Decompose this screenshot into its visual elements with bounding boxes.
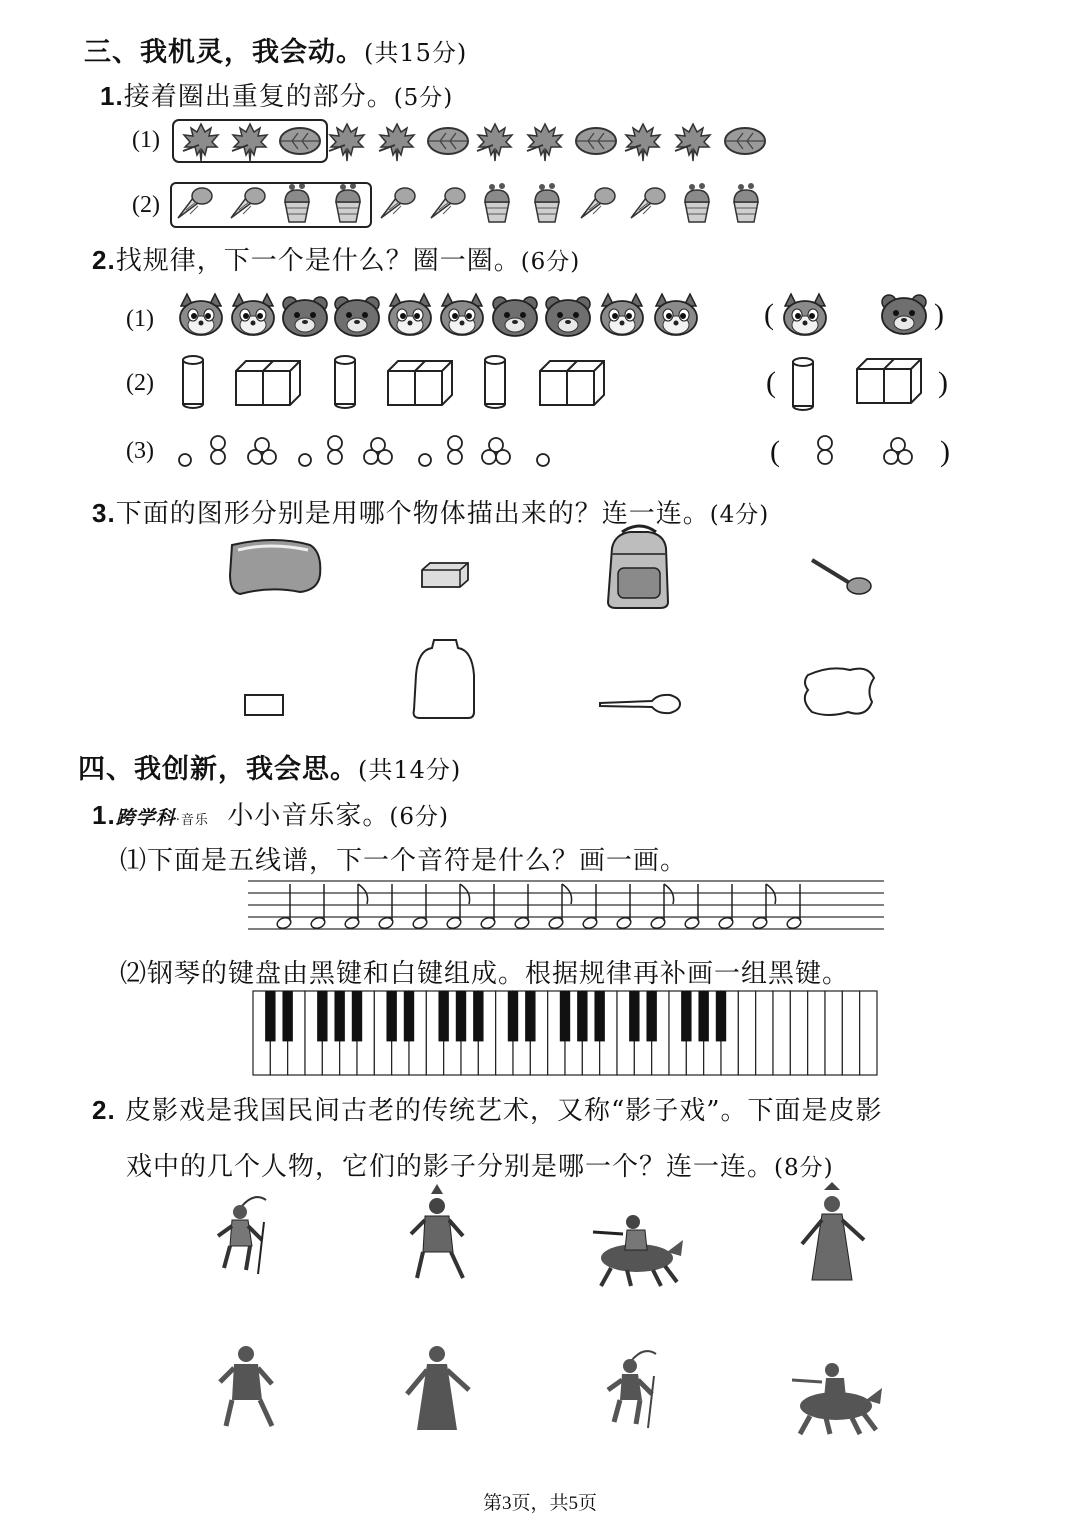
s3-q2-points: (6分) bbox=[520, 249, 581, 275]
black-key bbox=[560, 991, 570, 1041]
black-key bbox=[265, 991, 275, 1041]
s3-q3-points: (4分) bbox=[709, 502, 770, 528]
oval-leaf-icon bbox=[725, 128, 765, 154]
cone-icon bbox=[431, 188, 465, 218]
white-key bbox=[773, 991, 790, 1075]
s4-q1-text: 小小音乐家。 bbox=[227, 801, 390, 831]
two-circles-icon bbox=[328, 436, 342, 464]
tag-label: 跨学科 bbox=[115, 807, 176, 829]
one-circle-icon bbox=[299, 454, 311, 466]
cone-icon bbox=[231, 188, 265, 218]
s3-q2-pattern-area bbox=[0, 280, 1080, 480]
eighth-note bbox=[548, 884, 572, 930]
s4-q2-line2-text: 戏中的几个人物，它们的影子分别是哪一个？连一连。 bbox=[126, 1152, 775, 1182]
piano-keyboard[interactable] bbox=[252, 990, 878, 1076]
three-circles-icon bbox=[364, 438, 392, 464]
black-key bbox=[646, 991, 656, 1041]
cup-icon bbox=[685, 183, 709, 222]
cuboid-icon bbox=[388, 361, 452, 405]
bear-icon bbox=[493, 297, 537, 336]
quarter-note bbox=[514, 884, 531, 930]
section4-heading bbox=[78, 747, 461, 786]
s3-q2-row2-label: (2) bbox=[126, 370, 154, 396]
s3-q2-heading bbox=[92, 240, 580, 277]
s3-q2-row3-label: (3) bbox=[126, 438, 154, 464]
bear-icon bbox=[283, 297, 327, 336]
s4-q2-matching-area bbox=[0, 1190, 1080, 1450]
white-key bbox=[842, 991, 859, 1075]
squirrel-icon bbox=[389, 294, 431, 335]
eighth-note bbox=[752, 884, 776, 930]
squirrel-icon bbox=[655, 294, 697, 335]
two-circles-icon bbox=[211, 436, 225, 464]
s3-q1-row1-label: (1) bbox=[132, 127, 160, 153]
warrior-shadow[interactable] bbox=[220, 1346, 272, 1426]
section4-title: 四、我创新，我会思。 bbox=[78, 754, 358, 785]
oval-leaf-icon bbox=[280, 128, 320, 154]
black-key bbox=[594, 991, 604, 1041]
cuboid-icon bbox=[540, 361, 604, 405]
squirrel-icon bbox=[601, 294, 643, 335]
s4-q1-points: (6分) bbox=[389, 804, 449, 830]
s4-q2-line2 bbox=[126, 1146, 834, 1183]
three-circles-icon bbox=[482, 438, 510, 464]
quarter-note bbox=[718, 884, 735, 930]
cone-icon bbox=[381, 188, 415, 218]
s3-q2-number: 2. bbox=[92, 245, 116, 275]
cup-icon bbox=[285, 183, 309, 222]
maple-leaf-icon bbox=[477, 124, 512, 161]
backpack-outline[interactable] bbox=[414, 640, 474, 718]
one-circle-icon bbox=[179, 454, 191, 466]
quarter-note bbox=[412, 884, 429, 930]
choice-bear-icon[interactable] bbox=[882, 295, 926, 334]
lady-figure[interactable] bbox=[802, 1182, 864, 1280]
cylinder-icon bbox=[335, 356, 355, 408]
black-key bbox=[629, 991, 639, 1041]
two-circles-icon bbox=[448, 436, 462, 464]
s4-q1-sub2: ⑵钢琴的键盘由黑键和白键组成。根据规律再补画一组黑键。 bbox=[120, 959, 850, 989]
quarter-note bbox=[310, 884, 327, 930]
cylinder-icon bbox=[485, 356, 505, 408]
backpack-icon[interactable] bbox=[608, 526, 668, 608]
maple-leaf-icon bbox=[379, 124, 414, 161]
s3-q2-row1-open-paren: ( bbox=[764, 298, 774, 331]
s4-q2-number: 2. bbox=[92, 1095, 116, 1125]
squirrel-icon bbox=[441, 294, 483, 335]
white-key bbox=[738, 991, 755, 1075]
s3-q2-text: 找规律，下一个是什么？圈一圈。 bbox=[115, 246, 521, 276]
s4-q2-line1 bbox=[92, 1090, 883, 1127]
maple-leaf-icon bbox=[232, 124, 267, 161]
section3-points: (共15分) bbox=[364, 39, 468, 67]
white-key bbox=[756, 991, 773, 1075]
cone-icon bbox=[631, 188, 665, 218]
three-circles-icon bbox=[248, 438, 276, 464]
bear-icon bbox=[335, 297, 379, 336]
choice-cuboid-icon[interactable] bbox=[857, 359, 921, 403]
s4-q2-line1-text: 皮影戏是我国民间古老的传统艺术，又称“影子戏”。下面是皮 bbox=[124, 1096, 856, 1126]
lady-shadow[interactable] bbox=[407, 1346, 469, 1430]
sponge-outline[interactable] bbox=[805, 668, 874, 715]
page-footer: 第3页，共5页 bbox=[482, 1493, 597, 1514]
s3-q3-text: 下面的图形分别是用哪个物体描出来的？连一连。 bbox=[115, 499, 710, 529]
s3-q2-row1-close-paren: ) bbox=[934, 298, 944, 331]
tag-sub-label: ·音乐 bbox=[175, 813, 209, 828]
squirrel-icon bbox=[180, 294, 222, 335]
s4-q2-line1-end: 影 bbox=[855, 1096, 883, 1126]
cup-icon bbox=[535, 183, 559, 222]
choice-three-circles-icon[interactable] bbox=[884, 438, 912, 464]
s3-q1-row2-items bbox=[178, 183, 758, 222]
s3-q2-row1-label: (1) bbox=[126, 306, 154, 332]
horseman-figure[interactable] bbox=[593, 1215, 683, 1286]
oval-leaf-icon bbox=[576, 128, 616, 154]
black-key bbox=[404, 991, 414, 1041]
quarter-note bbox=[378, 884, 395, 930]
s3-q1-number: 1. bbox=[100, 81, 124, 111]
s3-q2-row1-items bbox=[180, 294, 926, 336]
monkey-king-shadow[interactable] bbox=[608, 1351, 656, 1428]
staff-notes bbox=[276, 884, 803, 930]
choice-squirrel-icon[interactable] bbox=[784, 294, 826, 335]
cup-icon bbox=[336, 183, 360, 222]
s3-q1-row2-label: (2) bbox=[132, 192, 160, 218]
eraser-icon[interactable] bbox=[422, 563, 468, 587]
cone-icon bbox=[581, 188, 615, 218]
horseman-shadow[interactable] bbox=[792, 1363, 882, 1434]
s4-q1-heading bbox=[92, 795, 449, 832]
one-circle-icon bbox=[419, 454, 431, 466]
oval-leaf-icon bbox=[428, 128, 468, 154]
s4-q1-sub1: ⑴下面是五线谱，下一个音符是什么？画一画。 bbox=[120, 846, 688, 876]
quarter-note bbox=[480, 884, 497, 930]
white-key bbox=[825, 991, 842, 1075]
eighth-note bbox=[344, 884, 368, 930]
s3-q3-number: 3. bbox=[92, 498, 116, 528]
warrior-figure[interactable] bbox=[411, 1184, 463, 1278]
white-key bbox=[860, 991, 877, 1075]
black-key bbox=[577, 991, 587, 1041]
cylinder-icon bbox=[183, 356, 203, 408]
quarter-note bbox=[786, 884, 803, 930]
section3-title: 三、我机灵，我会动。 bbox=[84, 37, 364, 68]
cross-subject-tag bbox=[116, 807, 209, 829]
s3-q2-row2-items bbox=[183, 356, 921, 410]
monkey-king-figure[interactable] bbox=[218, 1197, 266, 1274]
s3-q2-row3-close-paren: ) bbox=[940, 435, 950, 468]
s3-q3-matching-area bbox=[0, 520, 1080, 730]
s3-q1-text: 接着圈出重复的部分。 bbox=[123, 82, 394, 112]
black-key bbox=[334, 991, 344, 1041]
s4-q1-number: 1. bbox=[92, 800, 116, 830]
one-circle-icon bbox=[537, 454, 549, 466]
quarter-note bbox=[582, 884, 599, 930]
s3-q1-row1-items bbox=[183, 124, 765, 161]
black-key bbox=[386, 991, 396, 1041]
maple-leaf-icon bbox=[675, 124, 710, 161]
s3-q2-row3-items bbox=[179, 436, 912, 466]
quarter-note bbox=[684, 884, 701, 930]
s4-q2-points: (8分) bbox=[774, 1155, 834, 1181]
music-staff[interactable] bbox=[248, 878, 888, 938]
black-key bbox=[456, 991, 466, 1041]
rectangle-outline[interactable] bbox=[245, 695, 283, 715]
eighth-note bbox=[446, 884, 470, 930]
quarter-note bbox=[276, 884, 293, 930]
cone-icon bbox=[178, 188, 212, 218]
black-key bbox=[681, 991, 691, 1041]
black-key bbox=[508, 991, 518, 1041]
white-key bbox=[808, 991, 825, 1075]
maple-leaf-icon bbox=[183, 124, 218, 161]
squirrel-icon bbox=[232, 294, 274, 335]
black-key bbox=[698, 991, 708, 1041]
s3-q2-row2-open-paren: ( bbox=[766, 366, 776, 399]
s3-q2-row3-open-paren: ( bbox=[770, 435, 780, 468]
maple-leaf-icon bbox=[527, 124, 562, 161]
cuboid-icon bbox=[236, 361, 300, 405]
cup-icon bbox=[485, 183, 509, 222]
s3-q1-pattern-area bbox=[0, 0, 1080, 240]
black-key bbox=[716, 991, 726, 1041]
spoon-outline[interactable] bbox=[600, 695, 680, 713]
white-key bbox=[790, 991, 807, 1075]
black-key bbox=[438, 991, 448, 1041]
maple-leaf-icon bbox=[329, 124, 364, 161]
choice-two-circles-icon[interactable] bbox=[818, 436, 832, 464]
maple-leaf-icon bbox=[625, 124, 660, 161]
quarter-note bbox=[616, 884, 633, 930]
s3-q2-row2-close-paren: ) bbox=[938, 366, 948, 399]
eighth-note bbox=[650, 884, 674, 930]
bear-icon bbox=[546, 297, 590, 336]
s3-q1-points: (5分) bbox=[393, 85, 454, 111]
black-key bbox=[525, 991, 535, 1041]
section4-points: (共14分) bbox=[358, 756, 462, 784]
black-key bbox=[352, 991, 362, 1041]
sponge-icon[interactable] bbox=[230, 540, 320, 594]
black-key bbox=[317, 991, 327, 1041]
choice-cylinder-icon[interactable] bbox=[793, 358, 813, 410]
black-key bbox=[473, 991, 483, 1041]
spoon-icon[interactable] bbox=[812, 560, 871, 594]
black-key bbox=[282, 991, 292, 1041]
cup-icon bbox=[734, 183, 758, 222]
